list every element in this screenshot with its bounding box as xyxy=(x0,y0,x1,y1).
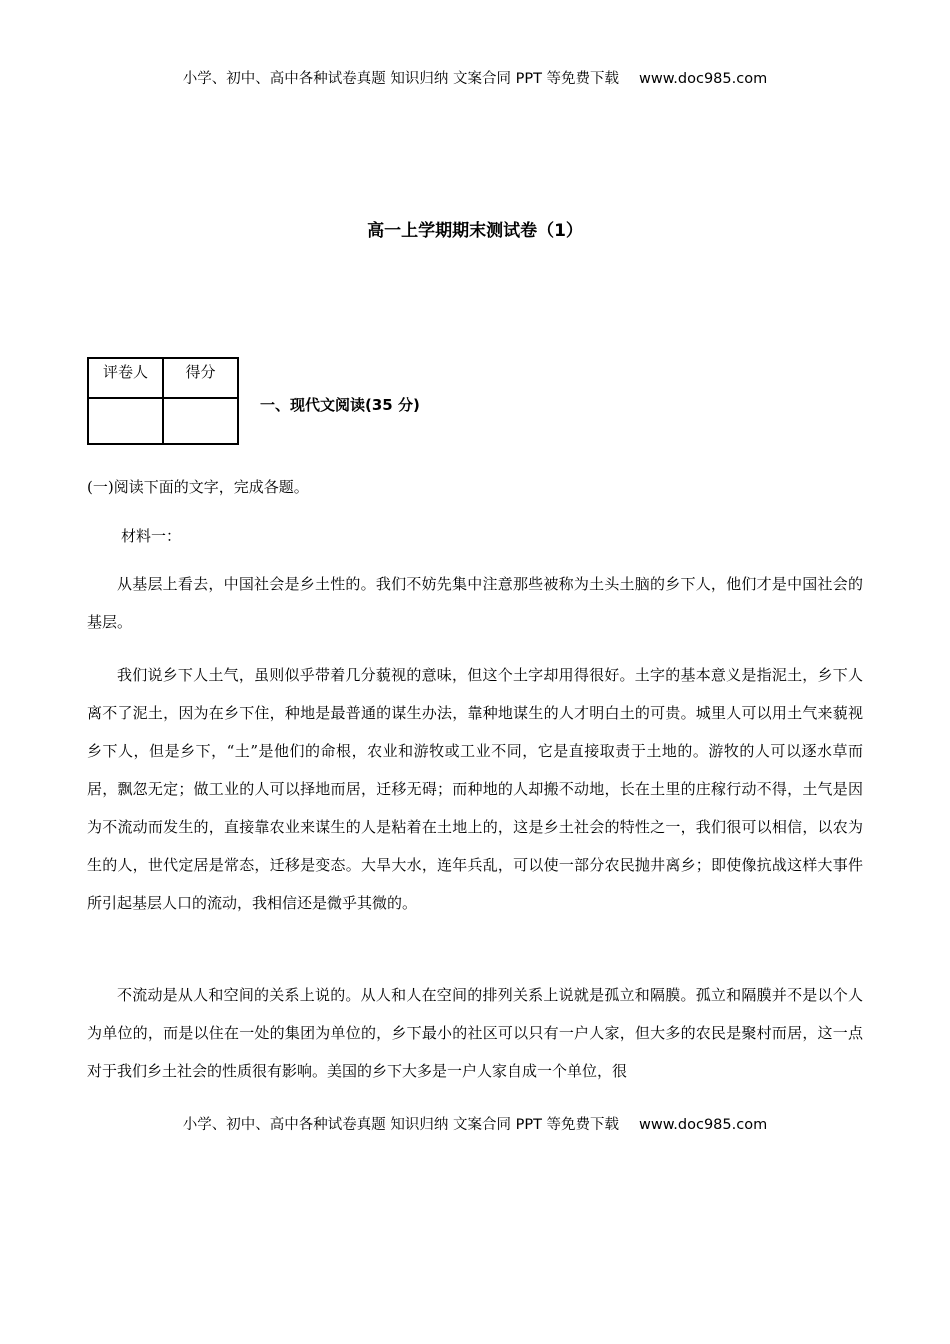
score-table xyxy=(87,357,239,445)
material-label: 材料一： xyxy=(121,527,182,545)
page-footer xyxy=(0,1115,950,1135)
score-header: 得分 xyxy=(163,358,238,398)
header-site-link[interactable]: www.doc985.com xyxy=(639,71,768,87)
reading-instruction: (一)阅读下面的文字，完成各题。 xyxy=(87,478,309,496)
section-heading: 一、现代文阅读(35 分) xyxy=(260,396,420,414)
page-header xyxy=(0,69,950,89)
score-cell xyxy=(163,398,238,444)
grader-header: 评卷人 xyxy=(88,358,163,398)
passage-paragraph-3: 不流动是从人和空间的关系上说的。从人和人在空间的排列关系上说就是孤立和隔膜。孤立和隔膜并不是以个人为单位的，而是以住在一处的集团为单位的，乡下最小的社区可以只有一户人家，但大多的农民是聚村而居，这一点对于我们乡土社会的性质很有影响。美国的乡下大多是一户人家自成一个单位，很 xyxy=(87,986,863,1080)
header-text: 小学、初中、高中各种试卷真题 知识归纳 文案合同 PPT 等免费下载 xyxy=(182,71,620,87)
footer-text: 小学、初中、高中各种试卷真题 知识归纳 文案合同 PPT 等免费下载 xyxy=(182,1117,620,1133)
exam-title: 高一上学期期末测试卷（1） xyxy=(367,221,583,241)
passage-paragraph-2: 我们说乡下人土气，虽则似乎带着几分藐视的意味，但这个土字却用得很好。土字的基本意义是指泥土，乡下人离不了泥土，因为在乡下住，种地是最普通的谋生办法，靠种地谋生的人才明白土的可贵。城里人可以用土气来藐视乡下人，但是乡下，“土”是他们的命根，农业和游牧或工业不同，它是直接取责于土地的。游牧的人可以逐水草而居，飘忽无定；做工业的人可以择地而居，迁移无碍；而种地的人却搬不动地，长在土里的庄稼行动不得，土气是因为不流动而发生的，直接靠农业来谋生的人是粘着在土地上的，这是乡土社会的特性之一，我们很可以相信，以农为生的人，世代定居是常态，迁移是变态。大旱大水，连年兵乱，可以使一部分农民抛井离乡；即使像抗战这样大事件所引起基层人口的流动，我相信还是微乎其微的。 xyxy=(87,666,863,912)
footer-site-link[interactable]: www.doc985.com xyxy=(639,1117,768,1133)
grader-cell xyxy=(88,398,163,444)
passage-paragraph-1: 从基层上看去，中国社会是乡土性的。我们不妨先集中注意那些被称为土头土脑的乡下人，他们才是中国社会的基层。 xyxy=(87,575,863,631)
